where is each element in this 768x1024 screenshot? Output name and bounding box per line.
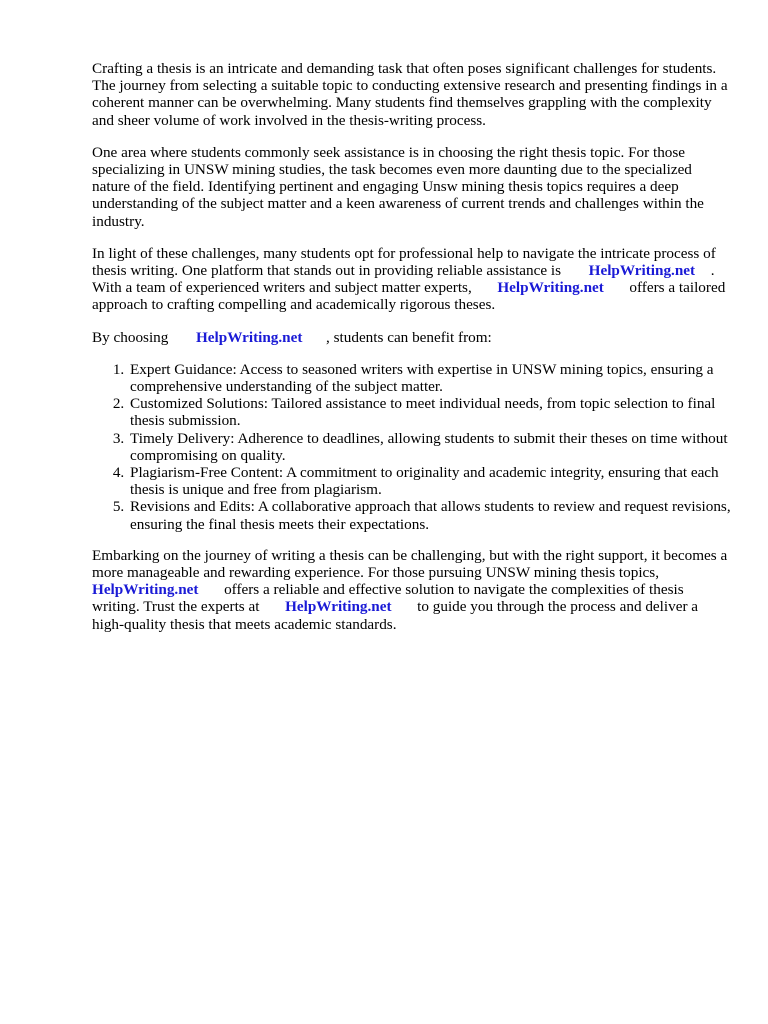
document-body: [92, 60, 732, 648]
choosing-text-1: By choosing: [92, 328, 169, 346]
professional-help-paragraph: [92, 245, 732, 314]
topic-paragraph: One area where students commonly seek assistance is in choosing the right thesis topic. For those specializing in UNSW mining studies, the task becomes even more daunting due to the specialized nature of the field. Identifying pertinent and engaging Unsw mining thesis topics requires a deep understanding of the subject matter and a keen awareness of current trends and challenges within the industry.: [92, 143, 704, 230]
choosing-paragraph: [92, 329, 732, 346]
conclusion-text-3: to guide you through the process and deliver a high-quality thesis that meets academic standards.: [92, 598, 699, 633]
helpwriting-link-3[interactable]: HelpWriting.net: [195, 328, 303, 346]
conclusion-text-2: offers a reliable and effective solution to navigate the complexities of thesis writing. Trust the experts at: [92, 581, 684, 616]
list-item: 1. Expert Guidance: Access to seasoned writers with expertise in UNSW mining topics, ensuring a comprehensive understanding of the subject matter.: [128, 361, 732, 395]
conclusion-paragraph: [92, 547, 732, 633]
helpwriting-link-1[interactable]: HelpWriting.net: [588, 262, 696, 280]
list-item: 3. Timely Delivery: Adherence to deadlines, allowing students to submit their theses on time without compromising on quality.: [128, 430, 732, 464]
help-text-1: In light of these challenges, many students opt for professional help to navigate the intricate process of thesis writing. One platform that stands out in providing reliable assistance is: [92, 244, 716, 280]
help-text-2: . With a team of experienced writers and subject matter experts,: [92, 262, 715, 297]
list-item: 4. Plagiarism-Free Content: A commitment to originality and academic integrity, ensuring that each thesis is unique and free from plagiarism.: [128, 464, 732, 498]
helpwriting-link-4[interactable]: HelpWriting.net: [92, 581, 199, 599]
choosing-text-2: , students can benefit from:: [326, 328, 492, 346]
help-text-3: offers a tailored approach to crafting compelling and academically rigorous theses.: [92, 279, 726, 314]
helpwriting-link-5[interactable]: HelpWriting.net: [285, 598, 392, 616]
helpwriting-link-2[interactable]: HelpWriting.net: [497, 279, 604, 297]
list-item: 2. Customized Solutions: Tailored assistance to meet individual needs, from topic selection to final thesis submission.: [128, 395, 732, 429]
benefits-list: [92, 361, 732, 533]
conclusion-text-1: Embarking on the journey of writing a thesis can be challenging, but with the right support, it becomes a more manageable and rewarding experience. For those pursuing UNSW mining thesis topics,: [92, 546, 728, 582]
list-item: 5. Revisions and Edits: A collaborative approach that allows students to review and request revisions, ensuring the final thesis meets their expectations.: [128, 498, 732, 532]
intro-paragraph: Crafting a thesis is an intricate and demanding task that often poses significant challenges for students. The journey from selecting a suitable topic to conducting extensive research and presenting findings in a coherent manner can be overwhelming. Many students find themselves grappling with the complexity and sheer volume of work involved in the thesis-writing process.: [92, 60, 728, 129]
